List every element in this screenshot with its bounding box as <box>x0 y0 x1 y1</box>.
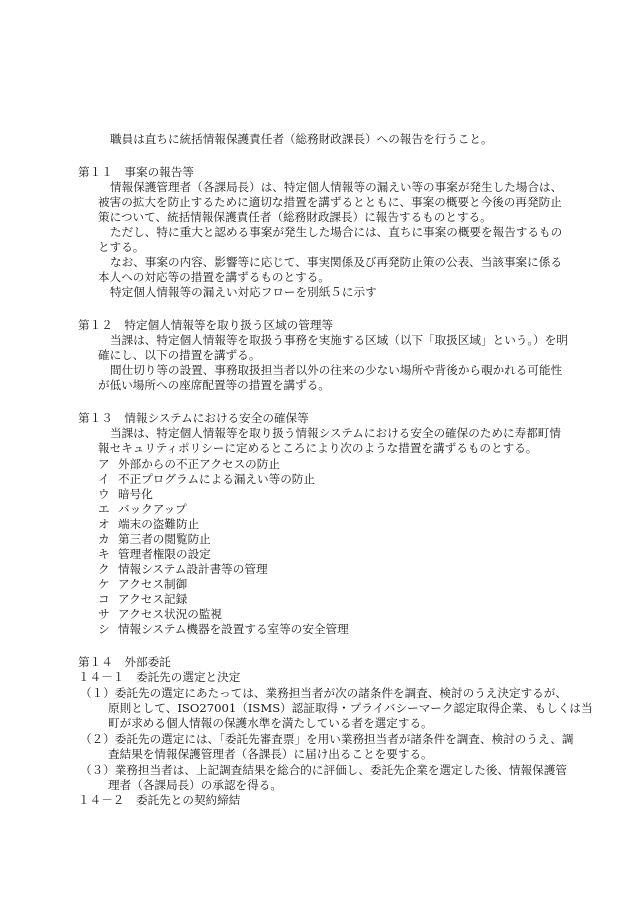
measure-mark: イ <box>98 472 110 486</box>
measure-mark: サ <box>98 607 110 621</box>
section-13-para-line-2: 報セキュリティポリシーに定めるところにより次のような措置を講ずるものとする。 <box>98 441 538 455</box>
measure-item <box>98 577 187 592</box>
section-14-heading: 第１４ 外部委託 <box>78 655 171 669</box>
section-14-1-heading: １４－１ 委託先の選定と決定 <box>78 670 241 684</box>
section-13-para-line-1: 当課は、特定個人情報等を取り扱う情報システムにおける安全の確保のために寿都町情 <box>110 426 561 440</box>
item-3-line-1: （３）業務担当者は、上記調査結果を総合的に評価し、委託先企業を選定した後、情報保護管 <box>80 763 567 777</box>
section-14-2-heading: １４－２ 委託先との契約締結 <box>78 793 241 807</box>
measure-item <box>98 592 187 607</box>
section-11-para-2-line-1: ただし、特に重大と認める事案が発生した場合には、直ちに事案の概要を報告するもの <box>110 225 563 239</box>
section-12-para-1-line-2: 確にし、以下の措置を講ずる。 <box>98 348 261 362</box>
measure-text: バックアップ <box>118 502 187 516</box>
measure-item <box>98 622 349 637</box>
measure-mark: ク <box>98 562 110 576</box>
measure-text: アクセス記録 <box>118 592 188 606</box>
item-1-line-3: 町が求める個人情報の保護水準を満たしている者を選定する。 <box>108 716 433 730</box>
measure-item <box>98 502 187 517</box>
item-1-line-1: （１）委託先の選定にあたっては、業務担当者が次の諸条件を調査、検討のうえ決定するが、 <box>80 686 567 700</box>
measure-item <box>98 607 222 622</box>
measure-mark: ケ <box>98 577 110 591</box>
measure-text: 外部からの不正アクセスの防止 <box>118 457 280 471</box>
item-1-line-2: 原則として、ISO27001（ISMS）認証取得・プライバシーマーク認定取得企業、もしくは当 <box>108 701 593 715</box>
item-3-line-2: 理者（各課局長）の承認を得る。 <box>108 778 282 792</box>
measure-text: アクセス状況の監視 <box>118 607 222 621</box>
measure-item <box>98 532 211 547</box>
measure-text: 情報システム設計書等の管理 <box>118 562 268 576</box>
section-11-para-2-line-2: とする。 <box>98 240 145 254</box>
section-11-para-1-line-1: 情報保護管理者（各課局長）は、特定個人情報等の漏えい等の事案が発生した場合は、 <box>110 180 563 194</box>
measure-mark: エ <box>98 502 110 516</box>
measure-mark: コ <box>98 592 110 606</box>
section-11-para-1-line-3: 策について、統括情報保護責任者（総務財政課長）に報告するものとする。 <box>98 210 492 224</box>
measure-text: 第三者の閲覧防止 <box>118 532 211 546</box>
section-12-heading: 第１２ 特定個人情報等を取り扱う区域の管理等 <box>78 318 334 332</box>
measure-text: 暗号化 <box>118 487 153 501</box>
section-11-para-4: 特定個人情報等の漏えい対応フローを別紙５に示す <box>110 285 377 299</box>
measure-mark: カ <box>98 532 110 546</box>
measure-item <box>98 517 199 532</box>
measure-mark: シ <box>98 622 110 636</box>
measure-item <box>98 457 280 472</box>
measure-text: 不正プログラムによる漏えい等の防止 <box>118 472 315 486</box>
section-12-para-1-line-1: 当課は、特定個人情報等を取扱う事務を実施する区域（以下「取扱区域」という。）を明 <box>110 333 568 347</box>
measure-text: アクセス制御 <box>118 577 188 591</box>
measure-mark: ウ <box>98 487 110 501</box>
measure-text: 端末の盗難防止 <box>118 517 200 531</box>
section-11-para-3-line-2: 本人への対応等の措置を講ずるものとする。 <box>98 270 330 284</box>
section-13-heading: 第１３ 情報システムにおける安全の確保等 <box>78 411 309 425</box>
measure-text: 管理者権限の設定 <box>118 547 211 561</box>
measure-mark: オ <box>98 517 110 531</box>
measure-item <box>98 562 268 577</box>
measure-mark: ア <box>98 457 110 471</box>
section-12-para-2-line-2: が低い場所への座席配置等の措置を講ずる。 <box>98 378 330 392</box>
section-11-para-1-line-2: 被害の拡大を防止するために適切な措置を講ずるとともに、事案の概要と今後の再発防止 <box>98 195 562 209</box>
measure-text: 情報システム機器を設置する室等の安全管理 <box>118 622 349 636</box>
measure-item <box>98 487 153 502</box>
item-2-line-2: 査結果を情報保護管理者（各課長）に届け出ることを要する。 <box>108 747 433 761</box>
measure-item <box>98 472 315 487</box>
report-duty-line: 職員は直ちに統括情報保護責任者（総務財政課長）への報告を行うこと。 <box>110 132 493 146</box>
item-2-line-1: （２）委託先の選定には、「委託先審査票」を用い業務担当者が諸条件を調査、検討のうえ、調 <box>80 732 574 746</box>
measure-mark: キ <box>98 547 110 561</box>
section-12-para-2-line-1: 間仕切り等の設置、事務取扱担当者以外の往来の少ない場所や背後から覗かれる可能性 <box>110 363 563 377</box>
section-11-para-3-line-1: なお、事案の内容、影響等に応じて、事実関係及び再発防止策の公表、当該事案に係る <box>110 255 562 269</box>
measure-item <box>98 547 211 562</box>
section-11-heading: 第１１ 事案の報告等 <box>78 165 194 179</box>
